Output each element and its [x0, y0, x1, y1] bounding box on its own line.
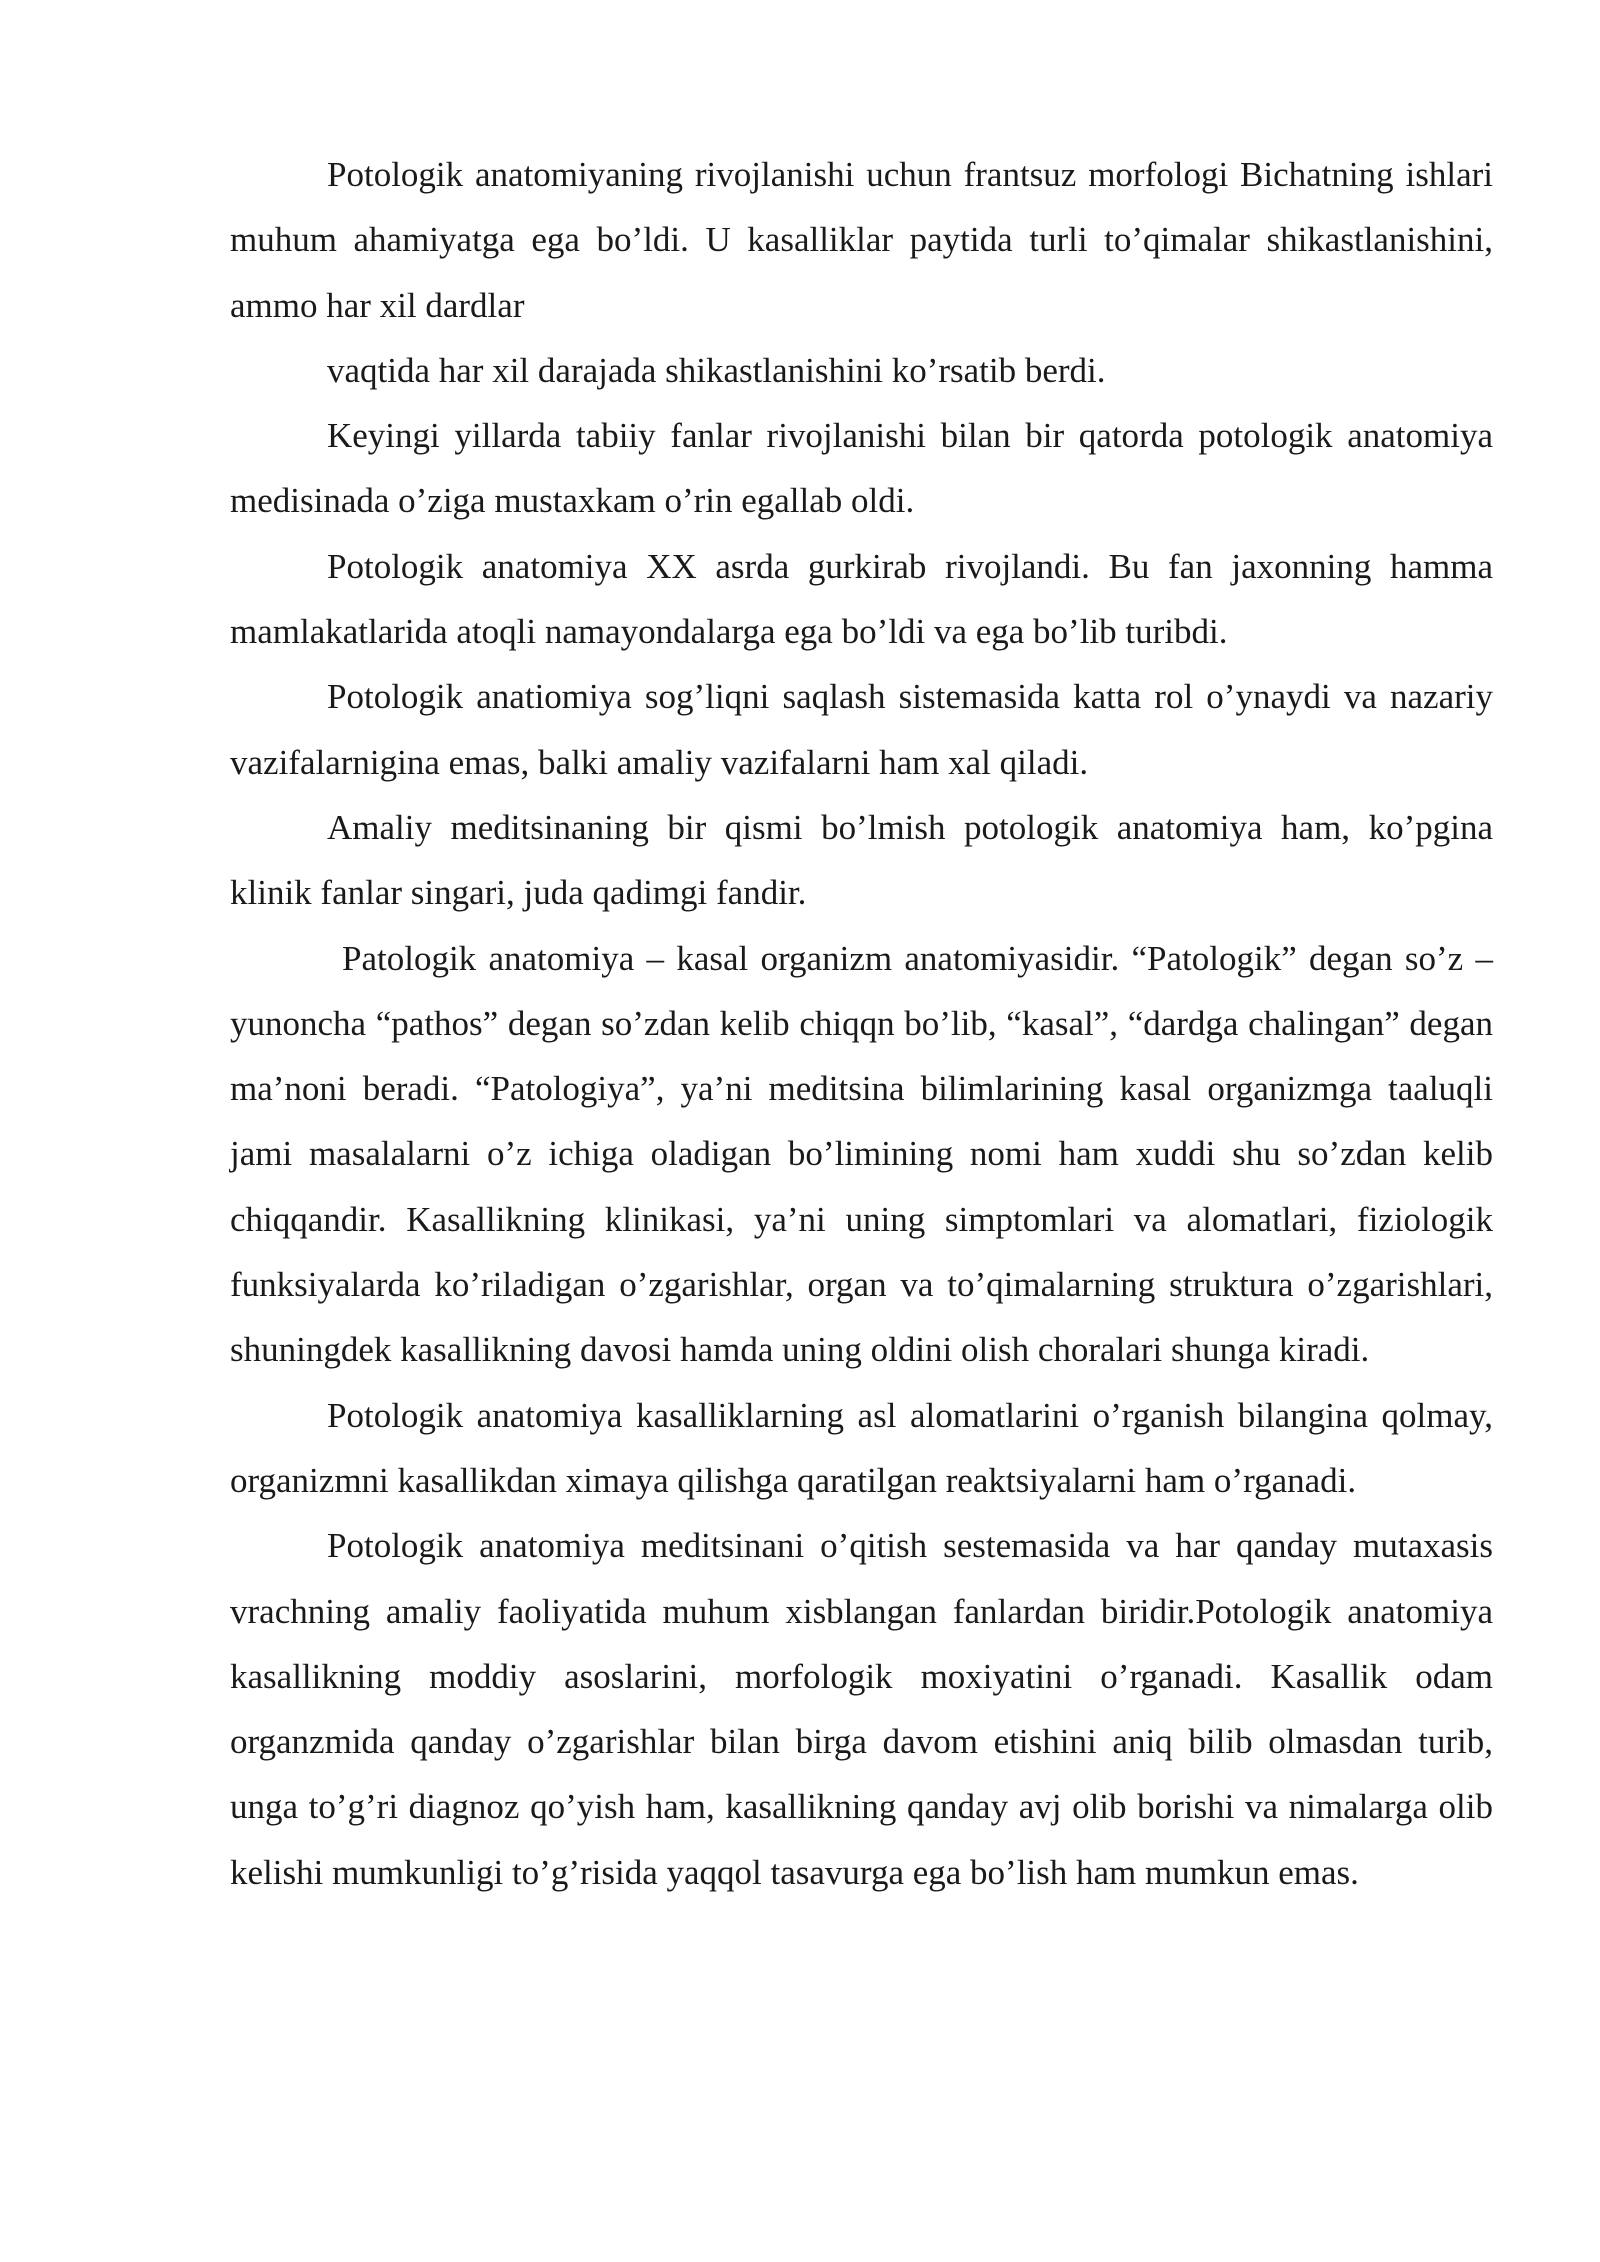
paragraph-twentieth-century: Potologik anatomiya XX asrda gurkirab rivojlandi. Bu fan jaxonning hamma mamlakatlarida atoqli namayondalarga ega bo’ldi va ega bo’lib turibdi.: [230, 546, 1493, 652]
paragraph-teaching: Potologik anatomiya meditsinani o’qitish sestemasida va har qanday mutaxasis vrachning amaliy faoliyatida muhum xisblangan fanlardan biridir.Potologik anatomiya kasallikning moddiy asoslarini, morfologik moxiyatini o’rganadi. Kasallik odam organzmida qanday o’zgarishlar bilan birga davom etishini aniq bilib olmasdan turib, unga to’g’ri diagnoz qo’yish ham, kasallikning qanday avj olib borishi va nimalarga olib kelishi mumkunligi to’g’risida yaqqol tasavurga ega bo’lish ham mumkun emas.: [230, 1526, 1493, 1892]
paragraph-reactions: Potologik anatomiya kasalliklarning asl alomatlarini o’rganish bilangina qolmay, organizmni kasallikdan ximaya qilishga qaratilgan reaktsiyalarni ham o’rganadi.: [230, 1395, 1493, 1500]
paragraph-bichat-continued: vaqtida har xil darajada shikastlanishini ko’rsatib berdi.: [327, 350, 1106, 390]
paragraph-health-system: Potologik anatiomiya sog’liqni saqlash sistemasida katta rol o’ynaydi va nazariy vazifalarnigina emas, balki amaliy vazifalarni ham xal qiladi.: [230, 677, 1493, 782]
paragraph-practical-medicine: Amaliy meditsinaning bir qismi bo’lmish potologik anatomiya ham, ko’pgina klinik fanlar singari, juda qadimgi fandir.: [230, 807, 1493, 913]
paragraph-bichat: Potologik anatomiyaning rivojlanishi uchun frantsuz morfologi Bichatning ishlari muhum ahamiyatga ega bo’ldi. U kasalliklar paytida turli to’qimalar shikastlanishini, ammo har xil dardlar: [230, 155, 1493, 325]
document-body: [230, 142, 1493, 1905]
paragraph-natural-sciences: Keyingi yillarda tabiiy fanlar rivojlanishi bilan bir qatorda potologik anatomiya medisinada o’ziga mustaxkam o’rin egallab oldi.: [230, 416, 1493, 521]
paragraph-definition: Patologik anatomiya – kasal organizm anatomiyasidir. “Patologik” degan so’z – yunoncha “pathos” degan so’zdan kelib chiqqn bo’lib, “kasal”, “dardga chalingan” degan ma’noni beradi. “Patologiya”, ya’ni meditsina bilimlarining kasal organizmga taaluqli jami masalalarni o’z ichiga oladigan bo’limining nomi ham xuddi shu so’zdan kelib chiqqandir. Kasallikning klinikasi, ya’ni uning simptomlari va alomatlari, fiziologik funksiyalarda ko’riladigan o’zgarishlar, organ va to’qimalarning struktura o’zgarishlari, shuningdek kasallikning davosi hamda uning oldini olish choralari shunga kiradi.: [230, 938, 1493, 1370]
